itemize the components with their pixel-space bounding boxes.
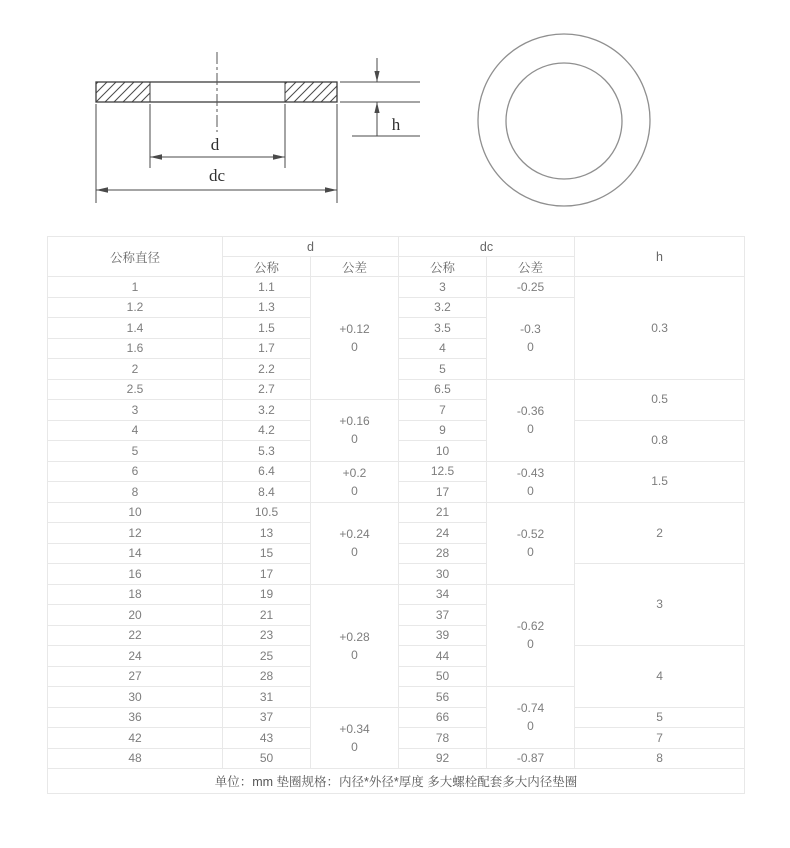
cell-dc-tolerance: -0.25 <box>487 277 575 298</box>
cell-h: 5 <box>575 707 745 728</box>
header-group-dc: dc <box>399 237 575 257</box>
spec-table-container <box>47 236 745 794</box>
cell-nominal-diameter: 1.2 <box>48 297 223 318</box>
cell-dc-nominal: 3 <box>399 277 487 298</box>
cell-dc-nominal: 3.2 <box>399 297 487 318</box>
spec-table <box>47 236 745 794</box>
cell-dc-tolerance: -0.87 <box>487 748 575 769</box>
cell-dc-nominal: 12.5 <box>399 461 487 482</box>
cell-nominal-diameter: 16 <box>48 564 223 585</box>
cell-nominal-diameter: 1.6 <box>48 338 223 359</box>
dim-dc-arrow-left <box>96 187 108 192</box>
cell-d-tolerance: +0.12 0 <box>311 277 399 400</box>
cell-h: 8 <box>575 748 745 769</box>
cell-d-tolerance: +0.24 0 <box>311 502 399 584</box>
cell-d-nominal: 3.2 <box>223 400 311 421</box>
cell-dc-nominal: 34 <box>399 584 487 605</box>
cell-dc-nominal: 92 <box>399 748 487 769</box>
cell-d-nominal: 5.3 <box>223 441 311 462</box>
spec-table-header <box>48 237 745 277</box>
cell-d-nominal: 37 <box>223 707 311 728</box>
cell-nominal-diameter: 12 <box>48 523 223 544</box>
cell-d-nominal: 13 <box>223 523 311 544</box>
cell-h: 0.8 <box>575 420 745 461</box>
cell-dc-nominal: 9 <box>399 420 487 441</box>
cell-dc-tolerance: -0.36 0 <box>487 379 575 461</box>
table-row <box>48 277 745 298</box>
cell-d-nominal: 25 <box>223 646 311 667</box>
cell-d-nominal: 2.7 <box>223 379 311 400</box>
cell-nominal-diameter: 24 <box>48 646 223 667</box>
dim-d-arrow-left <box>150 154 162 159</box>
cell-dc-nominal: 21 <box>399 502 487 523</box>
cell-nominal-diameter: 42 <box>48 728 223 749</box>
table-row <box>48 461 745 482</box>
washer-front-view <box>478 34 650 206</box>
cell-dc-nominal: 78 <box>399 728 487 749</box>
cell-h: 7 <box>575 728 745 749</box>
cell-nominal-diameter: 18 <box>48 584 223 605</box>
cell-dc-nominal: 10 <box>399 441 487 462</box>
cell-nominal-diameter: 22 <box>48 625 223 646</box>
cell-nominal-diameter: 4 <box>48 420 223 441</box>
spec-table-body <box>48 277 745 769</box>
cell-dc-tolerance: -0.52 0 <box>487 502 575 584</box>
cell-d-tolerance: +0.16 0 <box>311 400 399 462</box>
outer-circle <box>478 34 650 206</box>
cell-nominal-diameter: 14 <box>48 543 223 564</box>
cell-dc-nominal: 30 <box>399 564 487 585</box>
cell-d-nominal: 1.1 <box>223 277 311 298</box>
cell-d-nominal: 1.5 <box>223 318 311 339</box>
header-d-nominal: 公称 <box>223 257 311 277</box>
dim-dc-label: dc <box>208 166 226 185</box>
table-row <box>48 502 745 523</box>
header-row-groups <box>48 237 745 257</box>
cell-d-nominal: 8.4 <box>223 482 311 503</box>
cell-d-nominal: 4.2 <box>223 420 311 441</box>
dim-h-arrow-top <box>374 71 379 82</box>
cell-dc-nominal: 4 <box>399 338 487 359</box>
table-row <box>48 707 745 728</box>
cell-d-nominal: 28 <box>223 666 311 687</box>
cell-nominal-diameter: 20 <box>48 605 223 626</box>
cell-d-nominal: 31 <box>223 687 311 708</box>
cell-dc-nominal: 66 <box>399 707 487 728</box>
cell-dc-tolerance: -0.43 0 <box>487 461 575 502</box>
cell-d-nominal: 50 <box>223 748 311 769</box>
cell-nominal-diameter: 2.5 <box>48 379 223 400</box>
cell-d-nominal: 6.4 <box>223 461 311 482</box>
cell-h: 1.5 <box>575 461 745 502</box>
cell-nominal-diameter: 36 <box>48 707 223 728</box>
cell-h: 3 <box>575 564 745 646</box>
dim-h-label: h <box>391 115 401 134</box>
cell-dc-nominal: 56 <box>399 687 487 708</box>
cell-dc-nominal: 44 <box>399 646 487 667</box>
dim-d-label: d <box>210 135 220 154</box>
washer-technical-drawing <box>0 0 790 232</box>
cell-nominal-diameter: 5 <box>48 441 223 462</box>
cell-d-tolerance: +0.28 0 <box>311 584 399 707</box>
header-nominal-diameter: 公称直径 <box>48 237 223 277</box>
cell-d-nominal: 17 <box>223 564 311 585</box>
header-d-tolerance: 公差 <box>311 257 399 277</box>
cell-d-nominal: 15 <box>223 543 311 564</box>
cell-nominal-diameter: 30 <box>48 687 223 708</box>
header-group-d: d <box>223 237 399 257</box>
cell-dc-nominal: 6.5 <box>399 379 487 400</box>
cell-d-nominal: 1.7 <box>223 338 311 359</box>
dim-h-arrow-bottom <box>374 102 379 113</box>
cell-dc-tolerance: -0.74 0 <box>487 687 575 749</box>
cell-h: 0.5 <box>575 379 745 420</box>
cell-d-nominal: 10.5 <box>223 502 311 523</box>
cell-nominal-diameter: 2 <box>48 359 223 380</box>
cell-dc-tolerance: -0.3 0 <box>487 297 575 379</box>
cell-d-nominal: 23 <box>223 625 311 646</box>
inner-circle <box>506 63 622 179</box>
cell-nominal-diameter: 1.4 <box>48 318 223 339</box>
cell-nominal-diameter: 27 <box>48 666 223 687</box>
washer-section-view <box>96 52 420 203</box>
cell-dc-nominal: 28 <box>399 543 487 564</box>
footer-row <box>48 769 745 794</box>
cell-dc-nominal: 7 <box>399 400 487 421</box>
cell-h: 2 <box>575 502 745 564</box>
cell-d-nominal: 2.2 <box>223 359 311 380</box>
cell-dc-tolerance: -0.62 0 <box>487 584 575 687</box>
cell-nominal-diameter: 3 <box>48 400 223 421</box>
cell-dc-nominal: 37 <box>399 605 487 626</box>
cell-nominal-diameter: 48 <box>48 748 223 769</box>
cell-dc-nominal: 39 <box>399 625 487 646</box>
dim-dc-arrow-right <box>325 187 337 192</box>
hatch-right-region <box>285 82 337 102</box>
cell-dc-nominal: 5 <box>399 359 487 380</box>
cell-d-tolerance: +0.34 0 <box>311 707 399 769</box>
cell-dc-nominal: 3.5 <box>399 318 487 339</box>
cell-dc-nominal: 50 <box>399 666 487 687</box>
spec-table-footer <box>48 769 745 794</box>
cell-h: 4 <box>575 646 745 708</box>
cell-d-nominal: 43 <box>223 728 311 749</box>
header-dc-tolerance: 公差 <box>487 257 575 277</box>
header-h: h <box>575 237 745 277</box>
cell-d-nominal: 19 <box>223 584 311 605</box>
cell-d-nominal: 1.3 <box>223 297 311 318</box>
cell-nominal-diameter: 8 <box>48 482 223 503</box>
cell-dc-nominal: 17 <box>399 482 487 503</box>
table-footnote: 单位：mm 垫圈规格：内径*外径*厚度 多大螺栓配套多大内径垫圈 <box>48 769 745 794</box>
header-dc-nominal: 公称 <box>399 257 487 277</box>
cell-dc-nominal: 24 <box>399 523 487 544</box>
cell-d-tolerance: +0.2 0 <box>311 461 399 502</box>
cell-nominal-diameter: 6 <box>48 461 223 482</box>
dim-d-arrow-right <box>273 154 285 159</box>
cell-h: 0.3 <box>575 277 745 380</box>
cell-nominal-diameter: 10 <box>48 502 223 523</box>
hatch-left-region <box>96 82 150 102</box>
cell-d-nominal: 21 <box>223 605 311 626</box>
cell-nominal-diameter: 1 <box>48 277 223 298</box>
